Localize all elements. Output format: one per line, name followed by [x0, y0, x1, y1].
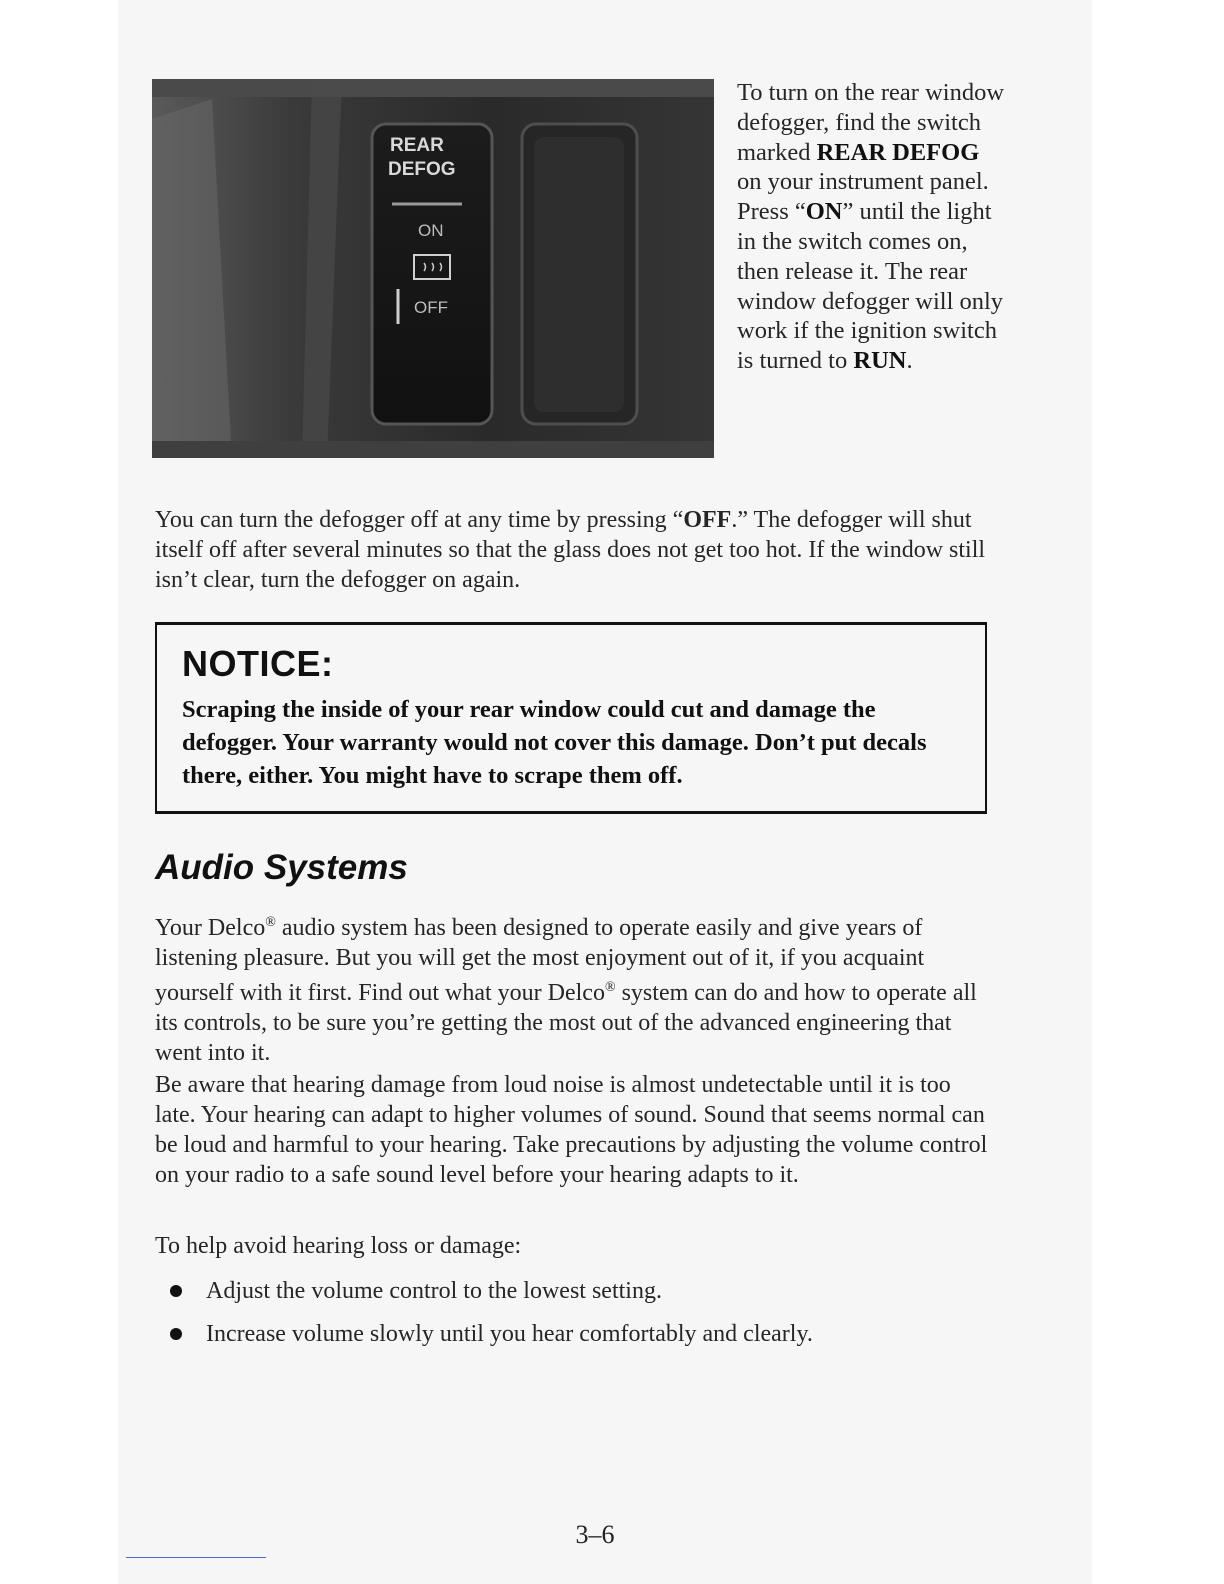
registered-mark: ®	[604, 980, 616, 995]
notice-title: NOTICE:	[182, 643, 334, 684]
registered-mark: ®	[265, 915, 276, 930]
hearing-damage-paragraph: Be aware that hearing damage from loud noise is almost undetectable until it is too late. Your hearing can adapt to higher volumes of sound. Sound that seems normal can be loud and harmful to your hearing. Take precautions by adjusting the volume control on your radio to a safe sound level before your hearing adapts to it.	[155, 1072, 988, 1188]
defogger-switch-illustration	[152, 79, 714, 458]
footer-rule	[126, 1557, 266, 1558]
bullet-icon	[170, 1328, 182, 1340]
on-term: ON	[805, 198, 843, 226]
hearing-tips-list	[170, 1276, 990, 1362]
run-term: RUN	[853, 347, 907, 375]
list-item: Adjust the volume control to the lowest setting.	[170, 1276, 990, 1306]
switch-label-defog: DEFOG	[388, 159, 456, 180]
notice-body: Scraping the inside of your rear window could cut and damage the defogger. Your warranty would not cover this damage. Don’t put decals there, either. You might have to scrape them off.	[182, 696, 927, 789]
defogger-instructions: To turn on the rear window defogger, find the switch marked REAR DEFOG on your instrument panel. Press “ON” until the light in the switch comes on, then release it. The rear window defogger will only work if the ignition switch is turned to RUN.	[737, 79, 1005, 375]
defogger-switch-photo	[152, 79, 714, 458]
notice-box	[155, 622, 987, 814]
switch-label-rear: REAR	[390, 135, 444, 156]
list-item: Increase volume slowly until you hear comfortably and clearly.	[170, 1319, 990, 1349]
audio-intro-paragraph: Your Delco® audio system has been designed to operate easily and give years of listening pleasure. But you will get the most enjoyment out of it, if you acquaint yourself with it first. Find out what your Delco® system can do and how to operate all its controls, to be sure you’re getting the most out of the advanced engineering that went into it.	[155, 915, 977, 1066]
off-term: OFF	[683, 507, 732, 533]
switch-on-label: ON	[418, 221, 444, 240]
bullet-icon	[170, 1285, 182, 1297]
section-heading-audio-systems: Audio Systems	[155, 848, 408, 887]
page-number: 3–6	[575, 1520, 615, 1549]
hearing-tips-intro: To help avoid hearing loss or damage:	[155, 1233, 522, 1259]
defogger-off-paragraph: You can turn the defogger off at any time by pressing “OFF.” The defogger will shut itself off after several minutes so that the glass does not get too hot. If the window still isn’t clear, turn the defogger on again.	[155, 507, 986, 593]
switch-off-label: OFF	[414, 298, 448, 317]
rear-defog-term: REAR DEFOG	[816, 138, 980, 166]
